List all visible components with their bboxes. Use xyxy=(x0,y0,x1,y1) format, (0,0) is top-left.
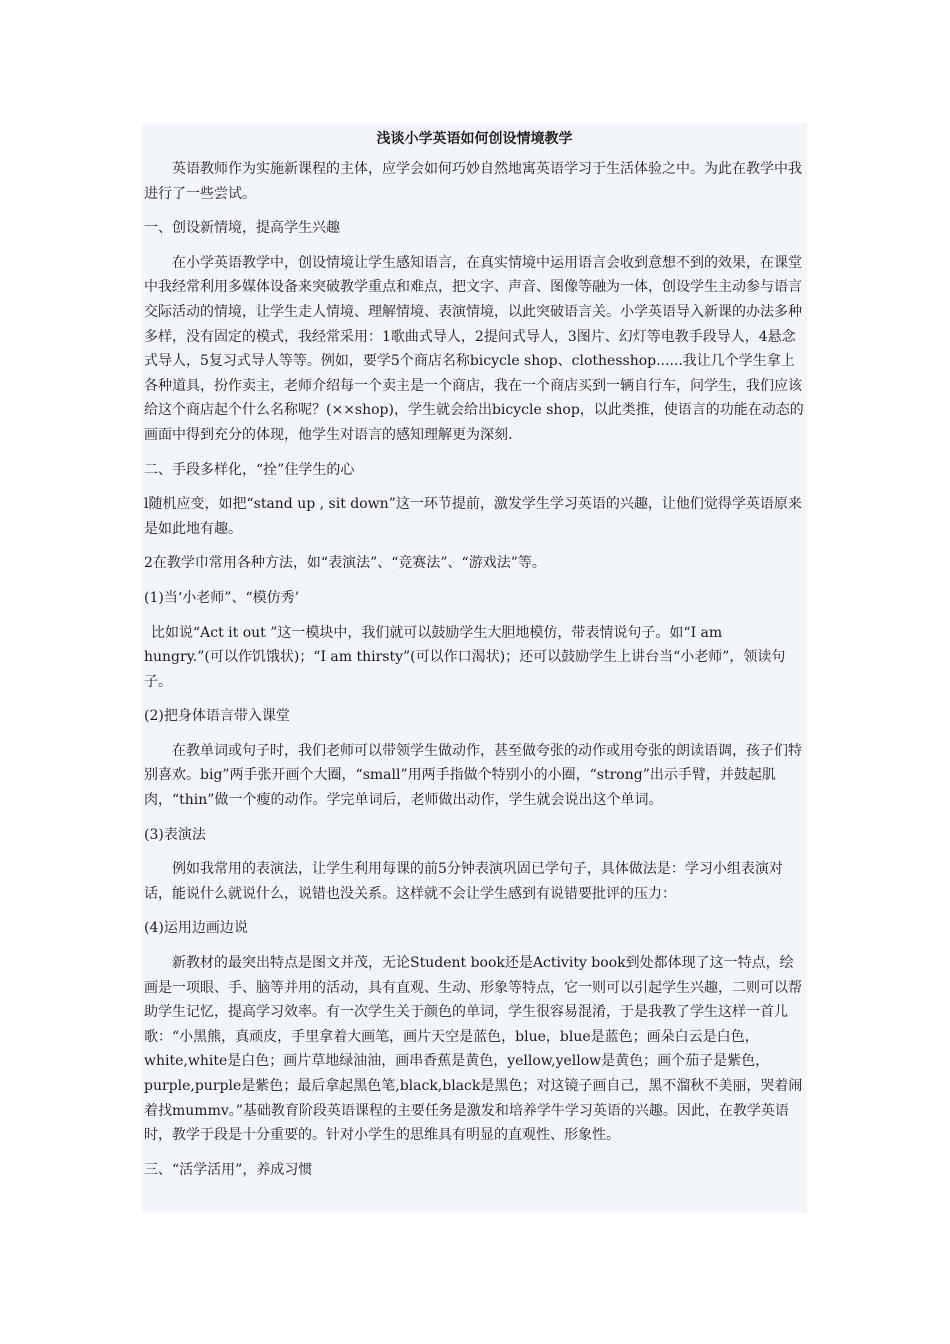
intro-paragraph: 英语教师作为实施新课程的主体，应学会如何巧妙自然地寓英语学习于生活体验之中。为此在教学中我进行了一些尝试。 xyxy=(144,161,802,202)
section2-point1: l随机应变，如把“stand up , sit down”这一环节提前，激发学生学习英语的兴趣，让他们觉得学英语原来是如此地有趣。 xyxy=(144,496,802,537)
section2-heading: 二、手段多样化，“拴”住学生的心 xyxy=(144,461,355,478)
sub3-heading: (3)表演法 xyxy=(144,826,206,843)
sub2-heading: (2)把身体语言带入课堂 xyxy=(144,708,290,725)
sub1-paragraph: 比如说“Act it out ”这一模块中，我们就可以鼓励学生大胆地模仿，带表情说句子。如“I am hungry.”(可以作饥饿状)；“I am thirsty”(可以作口渴状)；还可以鼓励学生上讲台当“小老师”，领读句子。 xyxy=(144,624,786,690)
sub2-paragraph: 在教单词或句子时，我们老师可以带领学生做动作，甚至做夸张的动作或用夸张的朗读语调，孩子们特别喜欢。big”两手张开画个大圈，“small”用两手指做个特别小的小圈，“strong”出示手臂，并鼓起肌肉，“thin”做一个瘦的动作。学完单词后，老师做出动作，学生就会说出这个单词。 xyxy=(144,742,802,809)
section1-paragraph: 在小学英语教学中，创设情境让学生感知语言，在真实情境中运用语言会收到意想不到的效果，在课堂中我经常利用多媒体设备来突破教学重点和难点，把文字、声音、图像等融为一体，创设学生主动参与语言交际活动的情境，让学生走人情境、理解情境、表演情境，以此突破语言关。小学英语导入新课的办法多种多样，没有固定的模式，我经常采用：1歌曲式导人，2提问式导人，3图片、幻灯等电教手段导人，4悬念式导人，5复习式导人等等。例如，要学5个商店名称bicycle shop、clothesshop......我让几个学生拿上各种道具，扮作卖主，老师介绍每一个卖主是一个商店，我在一个商店买到一辆自行车，问学生，我们应该给这个商店起个什么名称呢？(××shop)，学生就会给出bicycle shop，以此类推，使语言的功能在动态的画面中得到充分的体现，他学生对语言的感知理解更为深刻. xyxy=(144,254,804,443)
section3-heading: 三、“活学活用”，养成习惯 xyxy=(144,1161,313,1178)
document-title: 浅谈小学英语如何创设情境教学 xyxy=(376,131,573,147)
section2-point2: 2在教学巾常用各种方法，如“表演法”、“竞赛法”、“游戏法”等。 xyxy=(144,555,546,572)
sub1-heading: (1)当‘小老师”、“模仿秀’ xyxy=(144,589,300,606)
sub4-heading: (4)运用边画边说 xyxy=(144,920,248,937)
sub4-paragraph: 新教材的最突出特点是图文并茂，无论Student book还是Activity book到处都体现了这一特点，绘画是一项眼、手、脑等并用的活动，具有直观、生动、形象等特点，它一则可以引起学生兴趣，二则可以帮助学生记忆，提高学习效率。有一次学生关于颜色的单词，学生很容易混淆，于是我教了学生这样一首儿歌：“小黑熊，真顽皮，手里拿着大画笔，画片天空是蓝色，blue，blue是蓝色；画朵白云是白色，white,white是白色；画片草地绿油油，画串香蕉是黄色，yellow,yellow是黄色；画个茄子是紫色，purple,purple是紫色；最后拿起黑色笔,black,black是黑色；对这镜子画自己，黑不溜秋不美丽，哭着闹着找mummv。”基础教育阶段英语课程的主要任务是激发和培养学牛学习英语的兴趣。因此，在教学英语时，教学于段是十分重要的。针对小学生的思维具有明显的直观性、形象性。 xyxy=(144,955,803,1144)
section1-heading: 一、创设新情境，提高学生兴趣 xyxy=(144,220,340,237)
document-body xyxy=(142,123,807,1213)
sub3-paragraph: 例如我常用的表演法，让学生利用每课的前5分钟表演巩固已学句子，具体做法是：学习小组表演对话，能说什么就说什么，说错也没关系。这样就不会让学生感到有说错要批评的压力： xyxy=(144,861,783,902)
